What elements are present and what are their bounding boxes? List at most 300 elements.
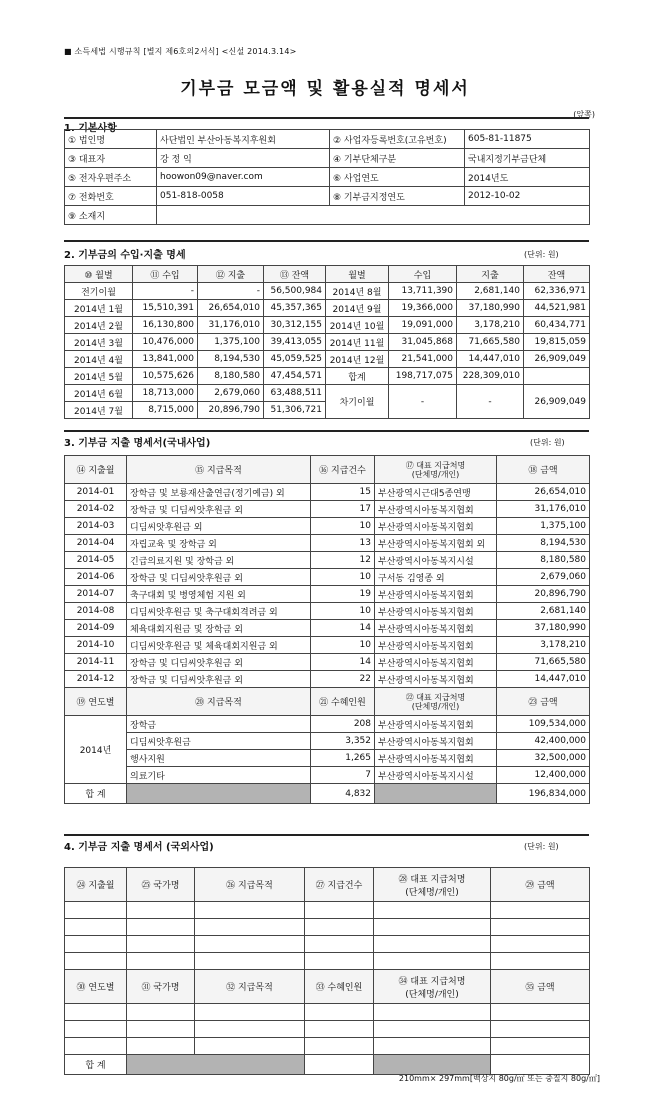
column-header: ㉓ 금액 bbox=[497, 688, 590, 716]
total-people: 4,832 bbox=[311, 784, 375, 804]
data-row bbox=[65, 716, 590, 733]
amount-cell: 10,575,626 bbox=[133, 368, 198, 385]
header-row bbox=[65, 456, 590, 484]
section2-heading: 2. 기부금의 수입·지출 명세 bbox=[64, 250, 186, 261]
form-header-line: ■ 소득세법 시행규칙 [별지 제6호의2서식] <신설 2014.3.14> bbox=[64, 47, 297, 56]
empty-row bbox=[65, 1021, 590, 1038]
month-cell: 2014년 10월 bbox=[326, 317, 389, 334]
data-row bbox=[65, 586, 590, 603]
month-cell: 2014-05 bbox=[65, 552, 127, 569]
month-cell: 2014-02 bbox=[65, 501, 127, 518]
empty-cell bbox=[195, 936, 305, 953]
month-cell: 2014-04 bbox=[65, 535, 127, 552]
header-subline: (단체명/개인) bbox=[405, 887, 459, 898]
month-cell: 2014-01 bbox=[65, 484, 127, 501]
amount-cell: 19,091,000 bbox=[389, 317, 457, 334]
empty-cell bbox=[195, 1038, 305, 1055]
basic-info-row bbox=[65, 130, 590, 149]
header-row bbox=[65, 688, 590, 716]
month-cell: 2014-07 bbox=[65, 586, 127, 603]
amount-cell: 8,180,580 bbox=[497, 552, 590, 569]
field-label: ⑥ 사업연도 bbox=[330, 168, 465, 187]
column-header: ㉗ 지급건수 bbox=[305, 868, 374, 902]
month-cell: 2014년 3월 bbox=[65, 334, 133, 351]
amount-cell: 45,357,365 bbox=[264, 300, 326, 317]
month-cell: 2014년 7월 bbox=[65, 402, 133, 419]
section4-unit: (단위: 원) bbox=[524, 842, 559, 851]
header-line: ⑰ 대표 지급처명 bbox=[405, 460, 466, 470]
total-label: 합 계 bbox=[65, 784, 127, 804]
amount-cell: 31,176,010 bbox=[497, 501, 590, 518]
amount-cell: 15,510,391 bbox=[133, 300, 198, 317]
column-header bbox=[375, 688, 497, 716]
amount-cell: 20,896,790 bbox=[198, 402, 264, 419]
amount-cell: 3,178,210 bbox=[497, 637, 590, 654]
empty-cell bbox=[491, 919, 590, 936]
empty-row bbox=[65, 953, 590, 970]
data-row bbox=[65, 637, 590, 654]
column-header: ⑩ 월별 bbox=[65, 266, 133, 283]
amount-cell: - bbox=[198, 283, 264, 300]
empty-cell bbox=[127, 936, 195, 953]
field-value: 2014년도 bbox=[465, 168, 590, 187]
empty-cell bbox=[127, 1004, 195, 1021]
empty-cell bbox=[127, 919, 195, 936]
column-header bbox=[374, 868, 491, 902]
field-value: 051-818-0058 bbox=[157, 187, 330, 206]
data-row bbox=[65, 317, 590, 334]
column-header: 수입 bbox=[389, 266, 457, 283]
amount-cell: 2,681,140 bbox=[497, 603, 590, 620]
amount-cell: 2,679,060 bbox=[497, 569, 590, 586]
column-header: ⑯ 지급건수 bbox=[311, 456, 375, 484]
overseas-expense-table bbox=[64, 867, 590, 1075]
count-cell: 10 bbox=[311, 603, 375, 620]
section-divider bbox=[64, 240, 589, 242]
amount-cell: 26,909,049 bbox=[524, 385, 590, 419]
amount-cell: 2,681,140 bbox=[457, 283, 524, 300]
amount-cell: 71,665,580 bbox=[497, 654, 590, 671]
month-cell: 2014년 2월 bbox=[65, 317, 133, 334]
month-cell: 2014-12 bbox=[65, 671, 127, 688]
column-header: 월별 bbox=[326, 266, 389, 283]
column-header: ㉙ 금액 bbox=[491, 868, 590, 902]
amount-cell: 26,909,049 bbox=[524, 351, 590, 368]
amount-cell: 13,841,000 bbox=[133, 351, 198, 368]
basic-info-row bbox=[65, 149, 590, 168]
header-line: ㉒ 대표 지급처명 bbox=[405, 692, 466, 702]
data-row bbox=[65, 484, 590, 501]
column-header: ⑭ 지출월 bbox=[65, 456, 127, 484]
field-label: ③ 대표자 bbox=[65, 149, 157, 168]
column-header bbox=[375, 456, 497, 484]
purpose-cell: 장학금 및 디딤씨앗후원금 외 bbox=[127, 671, 311, 688]
basic-info-row bbox=[65, 168, 590, 187]
amount-cell: 198,717,075 bbox=[389, 368, 457, 385]
amount-cell: 32,500,000 bbox=[497, 750, 590, 767]
amount-cell: 1,375,100 bbox=[198, 334, 264, 351]
empty-cell bbox=[491, 953, 590, 970]
amount-cell: 1,375,100 bbox=[497, 518, 590, 535]
recipient-cell: 부산광역시아동복지협회 bbox=[375, 716, 497, 733]
purpose-cell: 장학금 및 디딤씨앗후원금 외 bbox=[127, 501, 311, 518]
count-cell: 15 bbox=[311, 484, 375, 501]
amount-cell: 51,306,721 bbox=[264, 402, 326, 419]
amount-cell: 45,059,525 bbox=[264, 351, 326, 368]
header-line: ㉘ 대표 지급처명 bbox=[398, 874, 466, 885]
field-value: 605-81-11875 bbox=[465, 130, 590, 149]
empty-cell bbox=[305, 936, 374, 953]
data-row bbox=[65, 552, 590, 569]
field-value: 사단법인 부산아동복지후원회 bbox=[157, 130, 330, 149]
empty-cell bbox=[491, 1038, 590, 1055]
amount-cell: 62,336,971 bbox=[524, 283, 590, 300]
amount-cell: 12,400,000 bbox=[497, 767, 590, 784]
field-value: 2012-10-02 bbox=[465, 187, 590, 206]
data-row bbox=[65, 300, 590, 317]
purpose-cell: 디딤씨앗후원금 외 bbox=[127, 518, 311, 535]
field-value: 강 정 익 bbox=[157, 149, 330, 168]
amount-cell: 109,534,000 bbox=[497, 716, 590, 733]
field-label: ⑦ 전화번호 bbox=[65, 187, 157, 206]
purpose-cell: 축구대회 및 병영체험 지원 외 bbox=[127, 586, 311, 603]
amount-cell: 8,194,530 bbox=[198, 351, 264, 368]
year-cell: 2014년 bbox=[65, 716, 127, 784]
column-header: ㉖ 지급목적 bbox=[195, 868, 305, 902]
data-row bbox=[65, 535, 590, 552]
data-row bbox=[65, 283, 590, 300]
empty-cell bbox=[127, 902, 195, 919]
field-label: ⑧ 기부금지정연도 bbox=[330, 187, 465, 206]
header-row bbox=[65, 266, 590, 283]
month-cell: 2014년 4월 bbox=[65, 351, 133, 368]
count-cell: 13 bbox=[311, 535, 375, 552]
column-header: ㉝ 수혜인원 bbox=[305, 970, 374, 1004]
month-cell: 2014-10 bbox=[65, 637, 127, 654]
recipient-cell: 부산광역시아동복지협회 bbox=[375, 586, 497, 603]
amount-cell: 44,521,981 bbox=[524, 300, 590, 317]
empty-cell bbox=[374, 936, 491, 953]
page-side-tag: (앞쪽) bbox=[573, 110, 595, 119]
purpose-cell: 자립교육 및 장학금 외 bbox=[127, 535, 311, 552]
amount-cell: 20,896,790 bbox=[497, 586, 590, 603]
empty-cell bbox=[491, 902, 590, 919]
amount-cell: - bbox=[133, 283, 198, 300]
recipient-cell: 부산광역시아동복지협회 bbox=[375, 750, 497, 767]
data-row bbox=[65, 334, 590, 351]
amount-cell: 19,366,000 bbox=[389, 300, 457, 317]
amount-cell: 30,312,155 bbox=[264, 317, 326, 334]
purpose-cell: 디딤씨앗후원금 및 축구대회격려금 외 bbox=[127, 603, 311, 620]
empty-cell bbox=[374, 919, 491, 936]
recipient-cell: 부산광역시아동복지협회 bbox=[375, 671, 497, 688]
amount-cell: 13,711,390 bbox=[389, 283, 457, 300]
recipient-cell: 부산광역시아동복지협회 외 bbox=[375, 535, 497, 552]
basic-info-row bbox=[65, 206, 590, 225]
count-cell: 12 bbox=[311, 552, 375, 569]
column-header: 지출 bbox=[457, 266, 524, 283]
count-cell: 14 bbox=[311, 654, 375, 671]
column-header: ⑬ 잔액 bbox=[264, 266, 326, 283]
section-divider bbox=[64, 834, 589, 836]
empty-cell bbox=[305, 953, 374, 970]
shaded-cell bbox=[375, 784, 497, 804]
header-subline: (단체명/개인) bbox=[405, 989, 459, 1000]
amount-cell: 21,541,000 bbox=[389, 351, 457, 368]
empty-cell bbox=[65, 953, 127, 970]
month-cell: 2014년 9월 bbox=[326, 300, 389, 317]
recipient-cell: 부산광역시아동복지시설 bbox=[375, 552, 497, 569]
total-amount: 196,834,000 bbox=[497, 784, 590, 804]
column-header bbox=[374, 970, 491, 1004]
page-title: 기부금 모금액 및 활용실적 명세서 bbox=[180, 79, 470, 99]
column-header: 잔액 bbox=[524, 266, 590, 283]
empty-cell bbox=[305, 1055, 374, 1075]
month-cell: 2014년 6월 bbox=[65, 385, 133, 402]
section3-heading: 3. 기부금 지출 명세서(국내사업) bbox=[64, 438, 211, 449]
recipient-cell: 부산광역시아동복지협회 bbox=[375, 603, 497, 620]
empty-cell bbox=[305, 919, 374, 936]
income-expense-table bbox=[64, 265, 590, 419]
data-row bbox=[65, 767, 590, 784]
month-cell: 2014-11 bbox=[65, 654, 127, 671]
empty-cell bbox=[491, 1004, 590, 1021]
header-row bbox=[65, 868, 590, 902]
empty-cell bbox=[374, 1021, 491, 1038]
field-label: ② 사업자등록번호(고유번호) bbox=[330, 130, 465, 149]
recipient-cell: 부산광역시아동복지협회 bbox=[375, 654, 497, 671]
column-header: ㉚ 연도별 bbox=[65, 970, 127, 1004]
empty-cell bbox=[374, 1004, 491, 1021]
amount-cell: 228,309,010 bbox=[457, 368, 524, 385]
recipient-cell: 부산광역시아동복지협회 bbox=[375, 518, 497, 535]
recipient-cell: 부산광역시아동복지협회 bbox=[375, 620, 497, 637]
empty-cell bbox=[491, 936, 590, 953]
column-header: ⑱ 금액 bbox=[497, 456, 590, 484]
data-row bbox=[65, 733, 590, 750]
section-divider bbox=[64, 117, 589, 119]
empty-cell bbox=[305, 1021, 374, 1038]
empty-row bbox=[65, 1038, 590, 1055]
empty-cell bbox=[65, 936, 127, 953]
empty-cell bbox=[195, 953, 305, 970]
count-cell: 10 bbox=[311, 518, 375, 535]
amount-cell: 42,400,000 bbox=[497, 733, 590, 750]
month-cell: 2014년 5월 bbox=[65, 368, 133, 385]
amount-cell: 18,713,000 bbox=[133, 385, 198, 402]
count-cell: 22 bbox=[311, 671, 375, 688]
data-row bbox=[65, 518, 590, 535]
data-row bbox=[65, 654, 590, 671]
count-cell: 10 bbox=[311, 569, 375, 586]
recipient-cell: 부산광역시근대5종연맹 bbox=[375, 484, 497, 501]
empty-cell bbox=[195, 919, 305, 936]
empty-cell bbox=[127, 953, 195, 970]
amount-cell: 39,413,055 bbox=[264, 334, 326, 351]
data-row bbox=[65, 368, 590, 385]
column-header: ⑮ 지급목적 bbox=[127, 456, 311, 484]
empty-cell bbox=[127, 1038, 195, 1055]
amount-cell: 2,679,060 bbox=[198, 385, 264, 402]
amount-cell: 14,447,010 bbox=[497, 671, 590, 688]
month-cell: 합계 bbox=[326, 368, 389, 385]
data-row bbox=[65, 385, 590, 402]
field-value: hoowon09@naver.com bbox=[157, 168, 330, 187]
data-row bbox=[65, 569, 590, 586]
column-header: ㉟ 금액 bbox=[491, 970, 590, 1004]
purpose-cell: 긴급의료지원 및 장학금 외 bbox=[127, 552, 311, 569]
total-row bbox=[65, 1055, 590, 1075]
field-label: ④ 기부단체구분 bbox=[330, 149, 465, 168]
data-row bbox=[65, 501, 590, 518]
column-header: ⑳ 지급목적 bbox=[127, 688, 311, 716]
month-cell: 2014년 11월 bbox=[326, 334, 389, 351]
amount-cell: 19,815,059 bbox=[524, 334, 590, 351]
recipient-cell: 부산광역시아동복지협회 bbox=[375, 637, 497, 654]
amount-cell: 31,045,868 bbox=[389, 334, 457, 351]
month-cell: 2014-03 bbox=[65, 518, 127, 535]
header-subline: (단체명/개인) bbox=[411, 701, 460, 711]
field-label: ⑨ 소재지 bbox=[65, 206, 157, 225]
paper-spec-footer: 210mm× 297mm[백상지 80g/㎡ 또는 중질지 80g/㎡] bbox=[398, 1074, 600, 1083]
empty-cell bbox=[374, 953, 491, 970]
people-cell: 208 bbox=[311, 716, 375, 733]
amount-cell: 10,476,000 bbox=[133, 334, 198, 351]
amount-cell: 31,176,010 bbox=[198, 317, 264, 334]
month-cell: 2014-08 bbox=[65, 603, 127, 620]
empty-cell bbox=[305, 1004, 374, 1021]
amount-cell: 26,654,010 bbox=[198, 300, 264, 317]
recipient-cell: 부산광역시아동복지시설 bbox=[375, 767, 497, 784]
people-cell: 7 bbox=[311, 767, 375, 784]
amount-cell: 60,434,771 bbox=[524, 317, 590, 334]
empty-cell bbox=[65, 919, 127, 936]
empty-cell bbox=[305, 1038, 374, 1055]
amount-cell: 8,194,530 bbox=[497, 535, 590, 552]
empty-row bbox=[65, 936, 590, 953]
amount-cell: 37,180,990 bbox=[457, 300, 524, 317]
month-cell: 2014년 1월 bbox=[65, 300, 133, 317]
purpose-cell: 장학금 bbox=[127, 716, 311, 733]
basic-info-row bbox=[65, 187, 590, 206]
empty-cell bbox=[65, 1021, 127, 1038]
purpose-cell: 디딤씨앗후원금 및 체육대회지원금 외 bbox=[127, 637, 311, 654]
section1-heading: 1. 기본사항 bbox=[64, 123, 117, 134]
data-row bbox=[65, 351, 590, 368]
empty-row bbox=[65, 919, 590, 936]
people-cell: 1,265 bbox=[311, 750, 375, 767]
empty-cell bbox=[491, 1021, 590, 1038]
amount-cell: 3,178,210 bbox=[457, 317, 524, 334]
amount-cell: 8,180,580 bbox=[198, 368, 264, 385]
amount-cell: - bbox=[389, 385, 457, 419]
section4-heading: 4. 기부금 지출 명세서 (국외사업) bbox=[64, 842, 214, 853]
amount-cell: 16,130,800 bbox=[133, 317, 198, 334]
header-row bbox=[65, 970, 590, 1004]
count-cell: 10 bbox=[311, 637, 375, 654]
empty-cell bbox=[374, 1038, 491, 1055]
shaded-cell bbox=[127, 1055, 305, 1075]
column-header: ㉕ 국가명 bbox=[127, 868, 195, 902]
purpose-cell: 행사지원 bbox=[127, 750, 311, 767]
column-header: ⑲ 연도별 bbox=[65, 688, 127, 716]
amount-cell: 14,447,010 bbox=[457, 351, 524, 368]
section3-unit: (단위: 원) bbox=[530, 438, 565, 447]
month-cell: 2014년 12월 bbox=[326, 351, 389, 368]
empty-row bbox=[65, 1004, 590, 1021]
basic-info-table bbox=[64, 129, 590, 225]
field-value bbox=[157, 206, 590, 225]
empty-cell bbox=[195, 1021, 305, 1038]
amount-cell: 63,488,511 bbox=[264, 385, 326, 402]
month-cell: 전기이월 bbox=[65, 283, 133, 300]
empty-row bbox=[65, 902, 590, 919]
data-row bbox=[65, 603, 590, 620]
field-label: ⑤ 전자우편주소 bbox=[65, 168, 157, 187]
purpose-cell: 의료기타 bbox=[127, 767, 311, 784]
amount-cell bbox=[524, 368, 590, 385]
empty-cell bbox=[65, 902, 127, 919]
purpose-cell: 장학금 및 디딤씨앗후원금 외 bbox=[127, 654, 311, 671]
people-cell: 3,352 bbox=[311, 733, 375, 750]
amount-cell: 71,665,580 bbox=[457, 334, 524, 351]
shaded-cell bbox=[374, 1055, 491, 1075]
count-cell: 19 bbox=[311, 586, 375, 603]
count-cell: 17 bbox=[311, 501, 375, 518]
column-header: ㉔ 지출월 bbox=[65, 868, 127, 902]
column-header: ㉜ 지급목적 bbox=[195, 970, 305, 1004]
purpose-cell: 장학금 및 보룡재산출연금(정기예금) 외 bbox=[127, 484, 311, 501]
purpose-cell: 디딤씨앗후원금 bbox=[127, 733, 311, 750]
empty-cell bbox=[491, 1055, 590, 1075]
purpose-cell: 장학금 및 디딤씨앗후원금 외 bbox=[127, 569, 311, 586]
shaded-cell bbox=[127, 784, 311, 804]
empty-cell bbox=[305, 902, 374, 919]
data-row bbox=[65, 750, 590, 767]
empty-cell bbox=[374, 902, 491, 919]
empty-cell bbox=[127, 1021, 195, 1038]
header-line: ㉞ 대표 지급처명 bbox=[398, 976, 466, 987]
header-subline: (단체명/개인) bbox=[411, 469, 460, 479]
empty-cell bbox=[65, 1004, 127, 1021]
amount-cell: 8,715,000 bbox=[133, 402, 198, 419]
data-row bbox=[65, 671, 590, 688]
amount-cell: 47,454,571 bbox=[264, 368, 326, 385]
recipient-cell: 구서동 김영종 외 bbox=[375, 569, 497, 586]
month-cell: 2014-09 bbox=[65, 620, 127, 637]
column-header: ㉛ 국가명 bbox=[127, 970, 195, 1004]
empty-cell bbox=[65, 1038, 127, 1055]
total-label: 합 계 bbox=[65, 1055, 127, 1075]
data-row bbox=[65, 620, 590, 637]
amount-cell: 37,180,990 bbox=[497, 620, 590, 637]
amount-cell: 26,654,010 bbox=[497, 484, 590, 501]
section-divider bbox=[64, 430, 589, 432]
domestic-expense-table bbox=[64, 455, 590, 804]
column-header: ㉑ 수혜인원 bbox=[311, 688, 375, 716]
total-row bbox=[65, 784, 590, 804]
recipient-cell: 부산광역시아동복지협회 bbox=[375, 733, 497, 750]
amount-cell: - bbox=[457, 385, 524, 419]
month-cell: 2014-06 bbox=[65, 569, 127, 586]
empty-cell bbox=[195, 902, 305, 919]
column-header: ⑫ 지출 bbox=[198, 266, 264, 283]
month-cell: 2014년 8월 bbox=[326, 283, 389, 300]
empty-cell bbox=[195, 1004, 305, 1021]
column-header: ⑪ 수입 bbox=[133, 266, 198, 283]
section2-unit: (단위: 원) bbox=[524, 250, 559, 259]
field-label: ① 법인명 bbox=[65, 130, 157, 149]
